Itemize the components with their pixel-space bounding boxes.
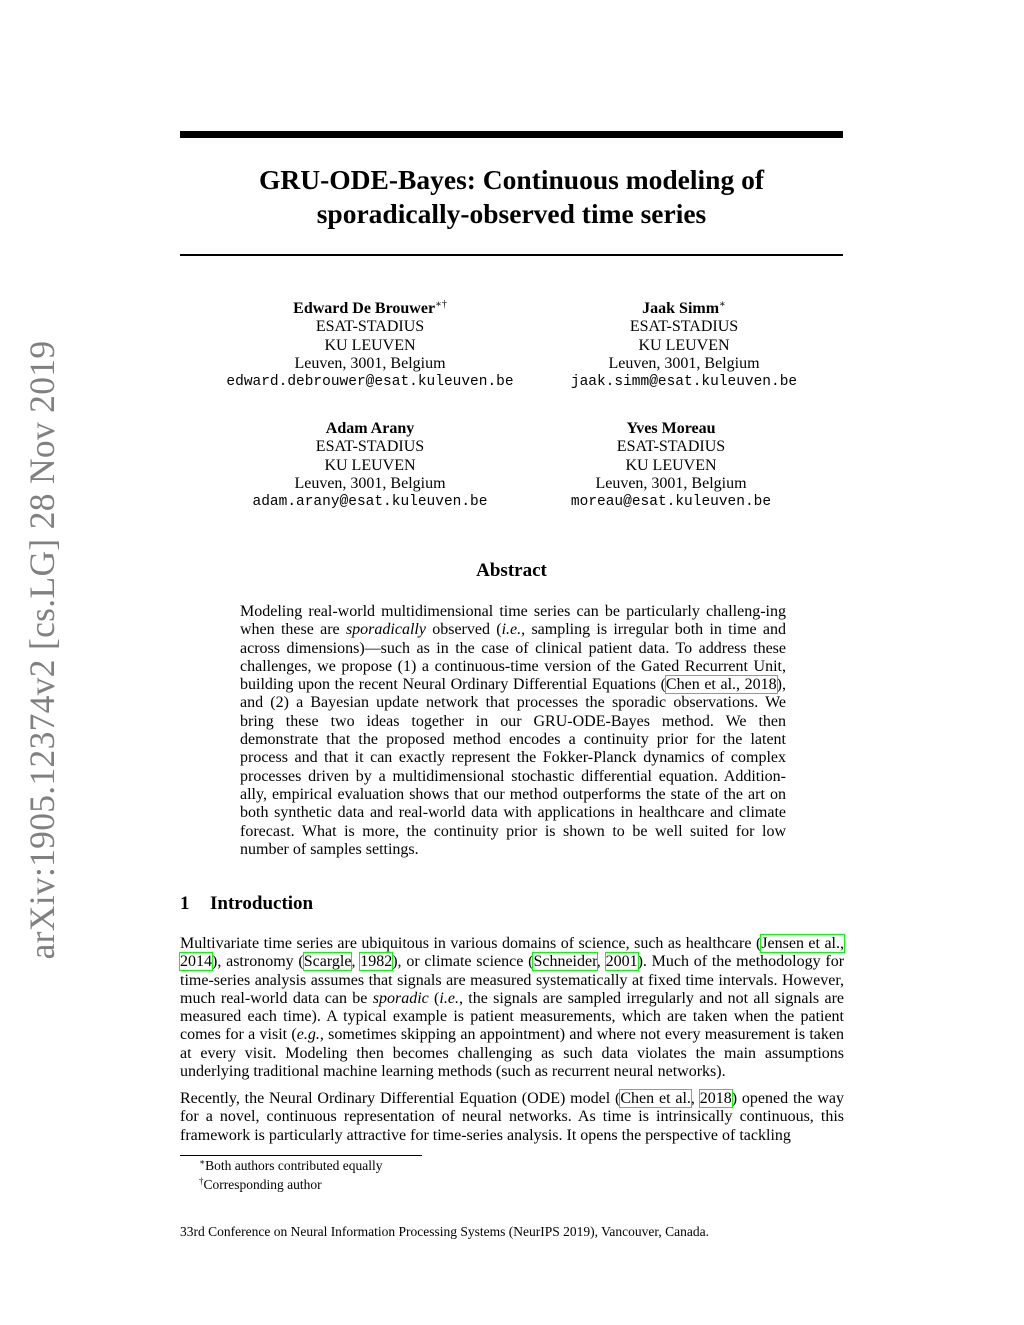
section-title: Introduction (210, 893, 314, 914)
citation-link[interactable]: Jensen et al., 2014 (180, 935, 845, 971)
title-top-rule (180, 131, 843, 138)
author-email[interactable]: jaak.simm@esat.kuleuven.be (570, 374, 798, 391)
title-line-2: sporadically-observed time series (316, 198, 707, 229)
author-email[interactable]: edward.debrouwer@esat.kuleuven.be (226, 374, 514, 391)
author-block-de-brouwer (226, 300, 513, 391)
author-name: Yves Moreau (626, 420, 716, 437)
footnote-mark: † (199, 1176, 204, 1186)
author-name: Jaak Simm∗ (642, 299, 726, 317)
author-marks: ∗† (435, 299, 447, 310)
author-name: Adam Arany (325, 420, 415, 437)
author-block-moreau (571, 420, 771, 511)
author-address: Leuven, 3001, Belgium (608, 354, 760, 372)
footnote-corresponding-author: †Corresponding author (199, 1176, 322, 1192)
citation-link[interactable]: 2018 (699, 1090, 732, 1107)
citation-link[interactable]: 2001 (605, 953, 638, 971)
author-university: KU LEUVEN (324, 456, 416, 474)
citation-link[interactable]: 1982 (360, 953, 393, 971)
citation-link[interactable]: Chen et al., 2018 (665, 676, 777, 694)
author-email[interactable]: moreau@esat.kuleuven.be (570, 494, 772, 511)
abstract-text: Modeling real-world multidimensional time series can be particularly challeng-ing when these are sporadically observed (i.e., sampling is irregular both in time and across dimensions)—such as in the case of clinical patient data. To address these challenges, we propose (1) a continuous-time version of the Gated Recurrent Unit, building upon the recent Neural Ordinary Differential Equations (Chen et al., 2018), and (2) a Bayesian update network that processes the sporadic observations. We bring these two ideas together in our GRU-ODE-Bayes method. We then demonstrate that the proposed method encodes a continuity prior for the latent process and that it can exactly represent the Fokker-Planck dynamics of complex processes driven by a multidimensional stochastic differential equation. Addition-ally, empirical evaluation shows that our method outperforms the state of the art on both synthetic data and real-world data with applications in healthcare and climate forecast. What is more, the continuity prior is shown to be well suited for low number of samples settings. (240, 603, 787, 858)
intro-paragraph-2: Recently, the Neural Ordinary Differential Equation (ODE) model (Chen et al., 2018) opened the way for a novel, continuous representation of neural networks. As time is intrinsically continuous, this framework is particularly attractive for time-series analysis. It opens the perspective of tackling (180, 1090, 845, 1144)
section-heading-introduction (180, 893, 313, 915)
citation-link[interactable]: Schneider (533, 953, 597, 971)
title-line-1: GRU-ODE-Bayes: Continuous modeling of (259, 164, 764, 195)
section-number: 1 (180, 893, 190, 914)
title-bottom-rule (180, 254, 843, 256)
author-block-arany (253, 420, 488, 511)
author-affiliation: ESAT-STADIUS (616, 438, 726, 456)
author-email[interactable]: adam.arany@esat.kuleuven.be (252, 494, 488, 511)
author-university: KU LEUVEN (625, 456, 717, 474)
author-address: Leuven, 3001, Belgium (595, 474, 747, 492)
author-university: KU LEUVEN (324, 336, 416, 354)
author-address: Leuven, 3001, Belgium (294, 354, 446, 372)
citation-link[interactable]: Chen et al. (620, 1090, 691, 1107)
author-block-simm (571, 300, 797, 391)
citation-link[interactable]: Scargle (303, 953, 352, 971)
author-name: Edward De Brouwer∗† (293, 299, 447, 317)
author-affiliation: ESAT-STADIUS (315, 438, 425, 456)
intro-paragraph-1: Multivariate time series are ubiquitous in various domains of science, such as healthcare (Jensen et al., 2014), astronomy (Scargle, 1982), or climate science (Schneider, 2001). Much of the methodology for time-series analysis assumes that signals are measured systematically at fixed time intervals. However, much real-world data can be sporadic (i.e., the signals are sampled irregularly and not all signals are measured each time). A typical example is patient measurements, which are taken when the patient comes for a visit (e.g., sometimes skipping an appointment) and where not every measurement is taken at every visit. Modeling then becomes challenging as such data violates the main assumptions underlying traditional machine learning methods (such as recurrent neural networks). (180, 935, 845, 1081)
conference-footer: 33rd Conference on Neural Information Processing Systems (NeurIPS 2019), Vancouver, Canada. (180, 1224, 709, 1239)
paper-title (180, 163, 843, 231)
author-address: Leuven, 3001, Belgium (294, 474, 446, 492)
footnote-equal-contribution: ∗Both authors contributed equally (199, 1157, 383, 1173)
author-university: KU LEUVEN (638, 336, 730, 354)
author-affiliation: ESAT-STADIUS (315, 318, 425, 336)
footnote-rule (180, 1155, 422, 1156)
abstract-heading: Abstract (476, 560, 547, 581)
author-marks: ∗ (719, 299, 726, 310)
footnote-mark: ∗ (199, 1157, 206, 1167)
author-affiliation: ESAT-STADIUS (629, 318, 739, 336)
arxiv-identifier: arXiv:1905.12374v2 [cs.LG] 28 Nov 2019 (22, 340, 62, 960)
